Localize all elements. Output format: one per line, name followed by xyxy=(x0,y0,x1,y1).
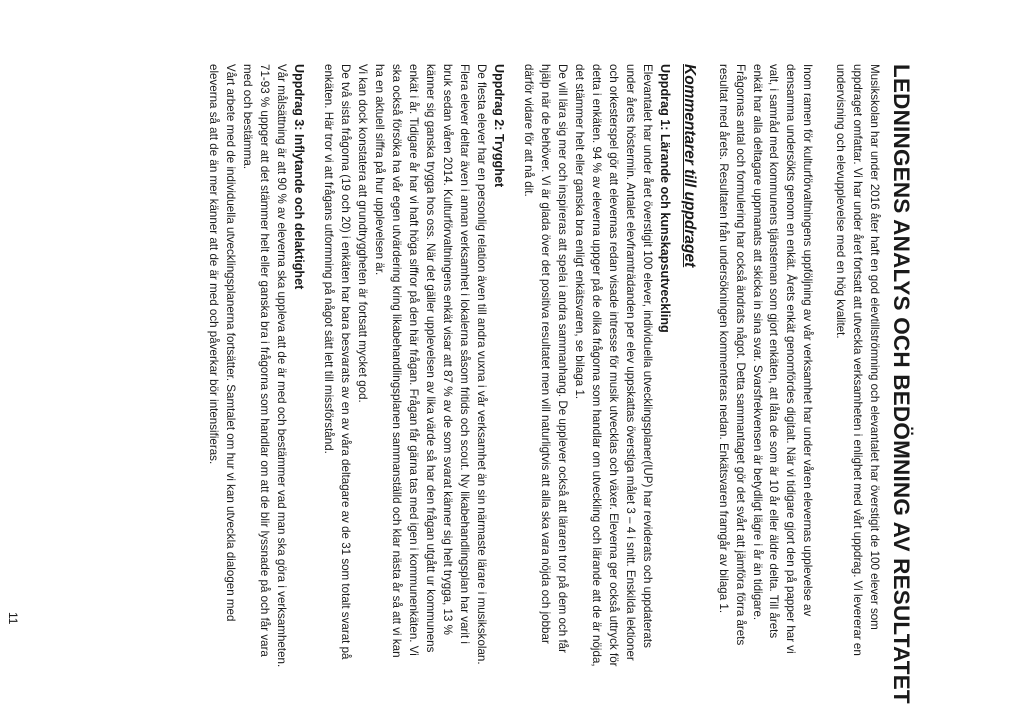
document-title: LEDNINGENS ANALYS OCH BEDÖMNING AV RESULTATET xyxy=(889,64,914,704)
section-3-text-2: Vårt arbete med de individuella utvecklingsplanerna fortsätter. Samtalet om hur vi kan utveckla dialogen med eleverna så att de än mer känner att de är med och påverkar bör intensifieras. xyxy=(206,64,237,622)
section-3-text: Vår målsättning är att 90 % av eleverna ska uppleva att de är med och bestämmer vad man ska göra i verksamheten. 71-93 % uppger att det stämmer helt eller ganska bra i frågorna som handlar om att de blir lyssnade på och får vara med och bestämma. xyxy=(240,64,288,668)
section-2-text: De flesta elever har en personlig relation även till andra vuxna i vår verksamhet än sin närmaste lärare i musikskolan. Flera elever deltar även i annan verksamhet i lokalerna såsom fritids och scout. Ny likabehandlingsplan har varit i bruk sedan våren 2014. Kulturförvaltningens enkät visar att 87 % av de som svarat känner sig helt trygga, 13 % känner sig ganska trygga hos oss. När det gäller upplevelsen av lika värde så har den frågan utgått ur kommunens enkät i år. Tidigare år har vi haft höga siffror på den här frågan. Frågan får gärna tas med igen i kommunenkäten. Vi ska också försöka ha vår egen utvärdering kring likabehandlingsplanen sammanställd och klar nästa år så att vi kan ha en aktuell siffra på hur upplevelsen är. xyxy=(373,64,488,665)
survey-paragraph: Inom ramen för kulturförvaltningens uppföljning av vår verksamhet har under våren elevernas upplevelse av densamma undersökts genom en enkät. Årets enkät genomfördes digitalt. När vi tidigare gjort den på papper har vi valt, i samråd med kommunens tjänsteman som gjort enkäten, att låta de som är 10 år eller äldre delta. Till årets enkät har alla deltagare uppmanats att skicka in sina svar. Svarsfrekvensen är betydligt lägre i år än tidigare. Frågornas antal och formulering har också ändrats något. Detta sammantaget gör det svårt att jämföra förra årets resultat med årets. Resultaten från undersökningen kommenteras nedan. Enkätsvaren framgår av bilaga 1. xyxy=(716,64,815,654)
section-1-heading: Uppdrag 1: Lärande och kunskapsutveckling xyxy=(657,64,672,333)
section-1-text: Elevantalet har under året överstigit 100 elever, individuella utvecklingsplaner(IUP) har reviderats och uppdaterats under årets höstermin. Antalet elevframträdanden per elev uppskattas överstiga målet 3 – 4 i snitt. Enskilda lektioner och orkesterspel gör att elevernas redan visade intresse för musik utvecklas och växer. Eleverna ger också uttryck för detta i enkäten. 94 % av eleverna uppger på de olika frågorna som handlar om utveckling och lärande att de är nöjda, det stämmer helt eller ganska bra enligt enkätsvaren, se bilaga 1. xyxy=(573,64,654,667)
intro-paragraph: Musikskolan har under 2016 åter haft en god elevtillströmning och elevantalet har överstigit de 100 elever som uppdraget omfattar. Vi har under året fortsatt att utveckla verksamheten i enlighet med vårt uppdrag. Vi levererar en undervisning och elevupplevelse med en hög kvalitet. xyxy=(834,64,881,656)
section-3-heading: Uppdrag 3: Inflytande och delaktighet xyxy=(291,64,306,290)
page-number: 11 xyxy=(6,612,20,625)
section-1-text-2: De vill lära sig mer och inspireras att spela i andra sammanhang. De upplever också att läraren tror på dem och får hjälp när de behöver. Vi är glada över det positiva resultatet men vill naturligtvis att alla ska vara nöjda och jobbar därför vidare för att nå dit. xyxy=(522,64,570,653)
comments-heading: Kommentarer till uppdraget xyxy=(680,64,698,268)
section-2-text-3: De två sista frågorna (19 och 20) i enkäten har bara besvarats av en av våra deltagare av de 31 som totalt svarat på enkäten. Här tror vi att frågans utformning på något sätt lett till missförstånd. xyxy=(322,64,353,660)
section-2-text-2: Vi kan dock konstatera att grundtryggheten är fortsatt mycket god. xyxy=(356,64,370,403)
section-2-heading: Uppdrag 2: Trygghet xyxy=(491,64,506,188)
